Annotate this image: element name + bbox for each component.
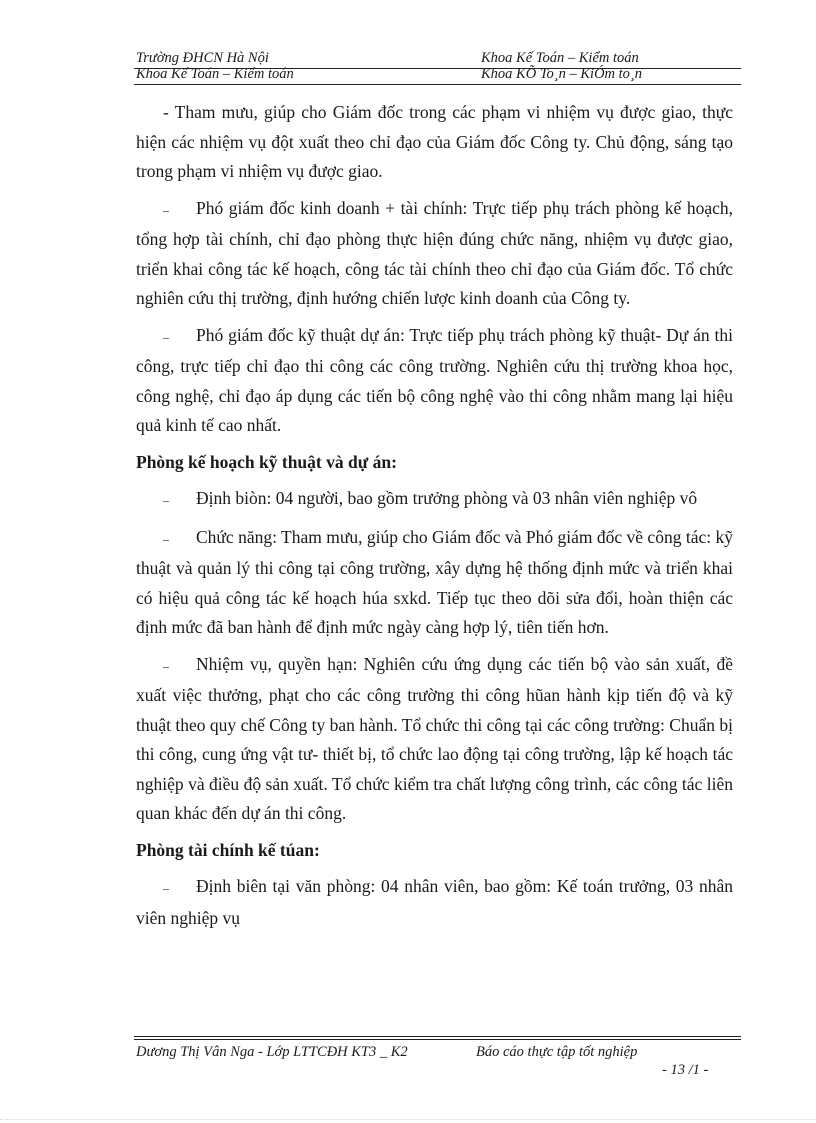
bullet-paragraph: [136, 484, 733, 516]
paragraph-text: Định biên tại văn phòng: 04 nhân viên, bao gồm: Kế toán trưởng, 03 nhân viên nghiệp vụ: [136, 876, 733, 928]
bullet-paragraph: [136, 523, 733, 643]
bullet-dash-icon: –: [163, 493, 169, 507]
paragraph-text: Nhiệm vụ, quyền hạn: Nghiên cứu ứng dụng các tiến bộ vào sản xuất, đề xuất việc thưởng, phạt cho các công trường thi công hũan hành kịp tiến độ và kỹ thuật theo quy chế Công ty ban hành. Tổ chức thi công tại các công trường: Chuẩn bị thi công, cung ứng vật tư- thiết bị, tổ chức lao động tại công trường, lập kế hoạch tác nghiệp và điều độ sản xuất. Tổ chức kiểm tra chất lượng công trình, các công tác liên quan khác đến dự án thi công.: [136, 653, 733, 823]
section-heading: Phòng tài chính kế túan:: [136, 839, 320, 860]
header-rule-top: [134, 68, 741, 69]
footer-rule-top: [134, 1036, 741, 1037]
bullet-dash-icon: –: [163, 202, 169, 217]
bullet-dash-icon: –: [163, 658, 169, 673]
paragraph-text: Chức năng: Tham mưu, giúp cho Giám đốc và Phó giám đốc về công tác: kỹ thuật và quản lý thi công tại công trường, xây dựng hệ thống định mức và triển khai có hiệu quả công tác kế hoạch húa sxkd. Tiếp tục theo dõi sửa đổi, hoàn thiện các định mức đã ban hành để định mức ngày càng hợp lý, tiên tiến hơn.: [136, 526, 733, 637]
section-heading: Phòng kế hoạch kỹ thuật và dự án:: [136, 451, 397, 472]
bullet-dash-icon: –: [163, 329, 169, 344]
bullet-paragraph: [136, 321, 733, 441]
document-body: [136, 98, 733, 940]
header-line-1: [136, 50, 740, 67]
header-department-garbled: Khoa KÕ To¸n – KiÓm to¸n: [481, 66, 643, 82]
header-department: Khoa Kế Toán – Kiểm toán: [481, 50, 639, 66]
paragraph-text: Định biòn: 04 người, bao gồm trưởng phòng và 03 nhân viên nghiệp vô: [196, 488, 698, 508]
bullet-dash-icon: –: [163, 881, 169, 895]
bullet-paragraph: [136, 872, 733, 933]
footer-author: Dương Thị Vân Nga - Lớp LTTCĐH KT3 _ K2: [136, 1044, 408, 1060]
page-bottom-dotted-line: [0, 1119, 816, 1120]
header-department-left: Khoa Kế Toán – Kiểm toán: [136, 66, 294, 82]
bullet-dash-icon: –: [163, 531, 169, 546]
footer-report-title: Báo cáo thực tập tốt nghiệp: [476, 1044, 638, 1060]
header-school: Trường ĐHCN Hà Nội: [136, 50, 269, 66]
page-number: - 13 /1 -: [662, 1062, 709, 1078]
bullet-paragraph: [136, 650, 733, 829]
paragraph-text: Phó giám đốc kỹ thuật dự án: Trực tiếp phụ trách phòng kỹ thuật- Dự án thi công, trực tiếp chỉ đạo thi công các công trường. Nghiên cứu thị trường khoa học, công nghệ, chỉ đạo áp dụng các tiến bộ công nghệ vào thi công nhằm mang lại hiệu quả kinh tế cao nhất.: [136, 324, 733, 435]
footer-rule-bottom: [134, 1039, 741, 1040]
bullet-paragraph: [136, 194, 733, 314]
header-rule-bottom: [134, 84, 741, 85]
paragraph: - Tham mưu, giúp cho Giám đốc trong các phạm vi nhiệm vụ được giao, thực hiện các nhiệm vụ đột xuất theo chỉ đạo của Giám đốc Công ty. Chủ động, sáng tạo trong phạm vi nhiệm vụ được giao.: [136, 102, 733, 181]
paragraph-text: Phó giám đốc kinh doanh + tài chính: Trực tiếp phụ trách phòng kế hoạch, tổng hợp tài chính, chỉ đạo phòng thực hiện đúng chức năng, nhiệm vụ được giao, triển khai công tác kế hoạch, công tác tài chính theo chỉ đạo của Giám đốc. Tổ chức nghiên cứu thị trường, định hướng chiến lược kinh doanh của Công ty.: [136, 197, 733, 308]
